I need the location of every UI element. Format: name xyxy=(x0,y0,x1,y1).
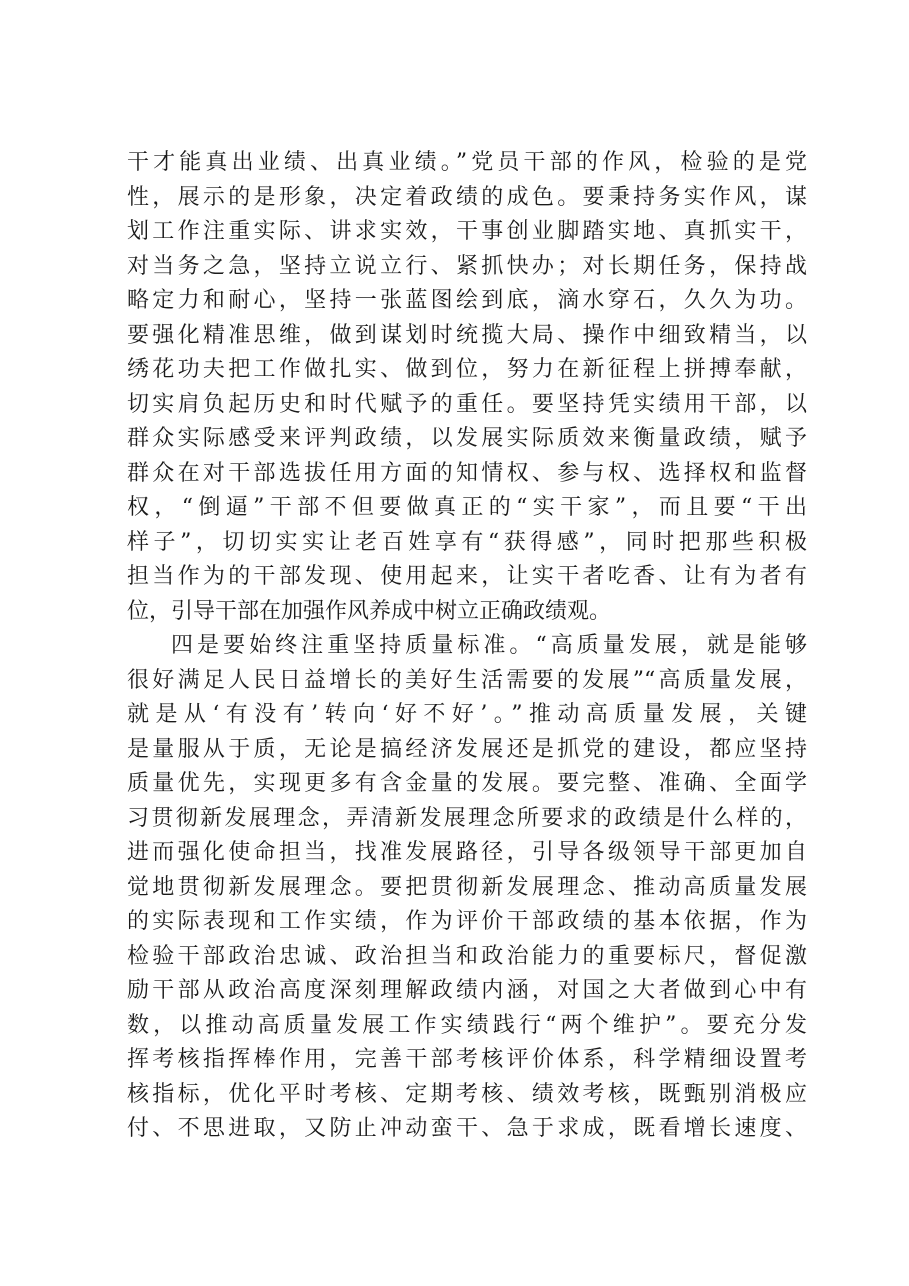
text-line: 质量优先，实现更多有含金量的发展。要完整、准确、全面学 xyxy=(127,771,807,796)
text-line: 略定力和耐心，坚持一张蓝图绘到底，滴水穿石，久久为功。 xyxy=(127,288,807,313)
text-line: 进而强化使命担当，找准发展路径，引导各级领导干部更加自 xyxy=(127,840,807,865)
text-line: 检验干部政治忠诚、政治担当和政治能力的重要标尺，督促激 xyxy=(127,943,807,969)
text-line: 四是要始终注重坚持质量标准。“高质量发展，就是能够 xyxy=(171,633,807,658)
text-line: 担当作为的干部发现、使用起来，让实干者吃香、让有为者有 xyxy=(127,564,807,589)
body-text xyxy=(127,146,807,1147)
text-line: 习贯彻新发展理念，弄清新发展理念所要求的政绩是什么样的， xyxy=(127,805,807,831)
text-line: 性，展示的是形象，决定着政绩的成色。要秉持务实作风，谋 xyxy=(127,184,807,210)
text-line: 样子”，切切实实让老百姓享有“获得感”，同时把那些积极 xyxy=(127,529,807,555)
text-line: 群众实际感受来评判政绩，以发展实际质效来衡量政绩，赋予 xyxy=(127,426,807,451)
text-line: 励干部从政治高度深刻理解政绩内涵，对国之大者做到心中有 xyxy=(127,978,807,1003)
text-line: 很好满足人民日益增长的美好生活需要的发展”“高质量发展， xyxy=(127,667,807,693)
text-line: 干才能真出业绩、出真业绩。”党员干部的作风，检验的是党 xyxy=(127,150,807,175)
text-line: 数，以推动高质量发展工作实绩践行“两个维护”。要充分发 xyxy=(127,1012,807,1038)
text-line: 是量服从于质，无论是搞经济发展还是抓党的建设，都应坚持 xyxy=(127,736,807,762)
text-line: 付、不思进取，又防止冲动蛮干、急于求成，既看增长速度、 xyxy=(127,1116,807,1141)
text-line: 切实肩负起历史和时代赋予的重任。要坚持凭实绩用干部，以 xyxy=(127,391,807,417)
text-line: 划工作注重实际、讲求实效，干事创业脚踏实地、真抓实干， xyxy=(127,219,807,244)
text-line: 权，“倒逼”干部不但要做真正的“实干家”，而且要“干出 xyxy=(127,495,807,520)
text-line: 核指标，优化平时考核、定期考核、绩效考核，既甄别消极应 xyxy=(127,1081,807,1107)
text-line: 群众在对干部选拔任用方面的知情权、参与权、选择权和监督 xyxy=(127,460,807,486)
text-line: 要强化精准思维，做到谋划时统揽大局、操作中细致精当，以 xyxy=(127,322,807,348)
text-line: 觉地贯彻新发展理念。要把贯彻新发展理念、推动高质量发展 xyxy=(127,874,807,900)
text-line: 对当务之急，坚持立说立行、紧抓快办；对长期任务，保持战 xyxy=(127,253,807,279)
text-line: 挥考核指挥棒作用，完善干部考核评价体系，科学精细设置考 xyxy=(127,1047,807,1072)
text-line: 的实际表现和工作实绩，作为评价干部政绩的基本依据，作为 xyxy=(127,909,807,934)
text-line: 绣花功夫把工作做扎实、做到位，努力在新征程上拼搏奉献， xyxy=(127,357,807,382)
text-line: 就是从‘有没有’转向‘好不好’。”推动高质量发展，关键 xyxy=(127,702,807,727)
text-line: 位，引导干部在加强作风养成中树立正确政绩观。 xyxy=(127,598,612,624)
